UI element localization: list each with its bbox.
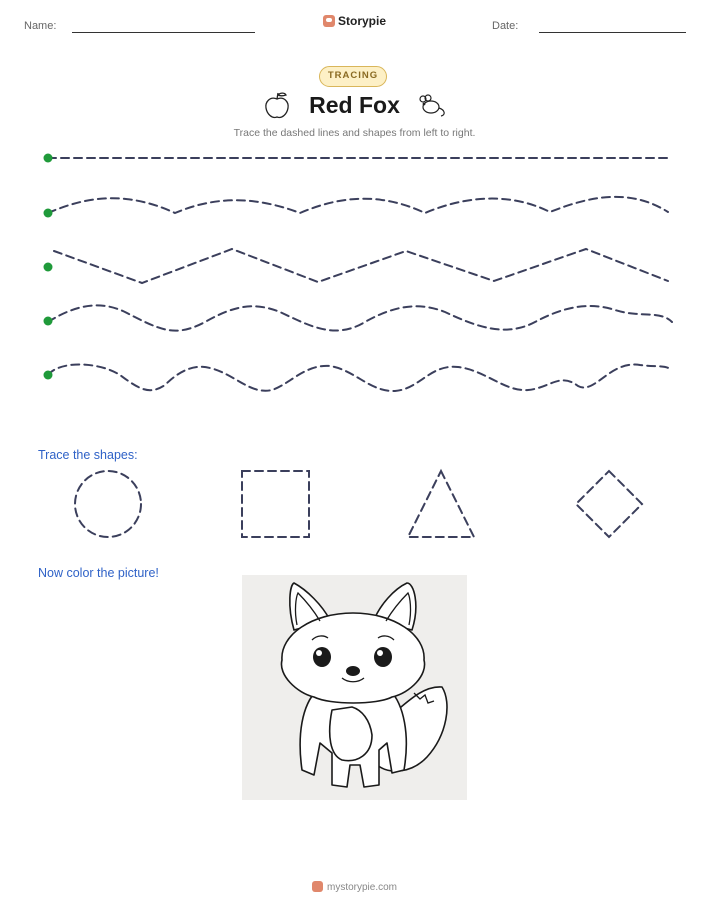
start-dot-3 — [44, 263, 53, 272]
footer — [0, 881, 709, 893]
trace-shape-triangle[interactable] — [408, 471, 474, 537]
instructions: Trace the dashed lines and shapes from left to right. — [233, 127, 476, 139]
trace-shape-square[interactable] — [242, 471, 309, 537]
date-label: Date: — [492, 20, 519, 32]
start-dot-1 — [44, 154, 53, 163]
footer-url[interactable]: mystorypie.com — [326, 882, 397, 893]
trace-line-loop-wave[interactable] — [48, 364, 670, 391]
start-dot-5 — [44, 371, 53, 380]
apple-icon — [266, 93, 288, 117]
start-dot-2 — [44, 209, 53, 218]
tracing-badge: TRACING — [319, 66, 387, 87]
trace-line-zigzag[interactable] — [54, 249, 668, 283]
start-dot-4 — [44, 317, 53, 326]
trace-shape-diamond[interactable] — [576, 471, 642, 537]
page-title: Red Fox — [309, 92, 400, 118]
fox-coloring-picture[interactable] — [242, 575, 467, 800]
brand-name: Storypie — [337, 14, 386, 28]
name-label: Name: — [24, 20, 57, 32]
trace-shape-circle[interactable] — [75, 471, 141, 537]
color-section-title: Now color the picture! — [38, 566, 159, 580]
mouse-icon — [420, 95, 444, 116]
fox-outline-icon — [242, 575, 467, 800]
trace-line-wave[interactable] — [48, 305, 672, 330]
trace-line-gentle-wave[interactable] — [48, 197, 668, 213]
shapes-section-title: Trace the shapes: — [38, 448, 138, 462]
storypie-footer-icon — [312, 881, 323, 892]
